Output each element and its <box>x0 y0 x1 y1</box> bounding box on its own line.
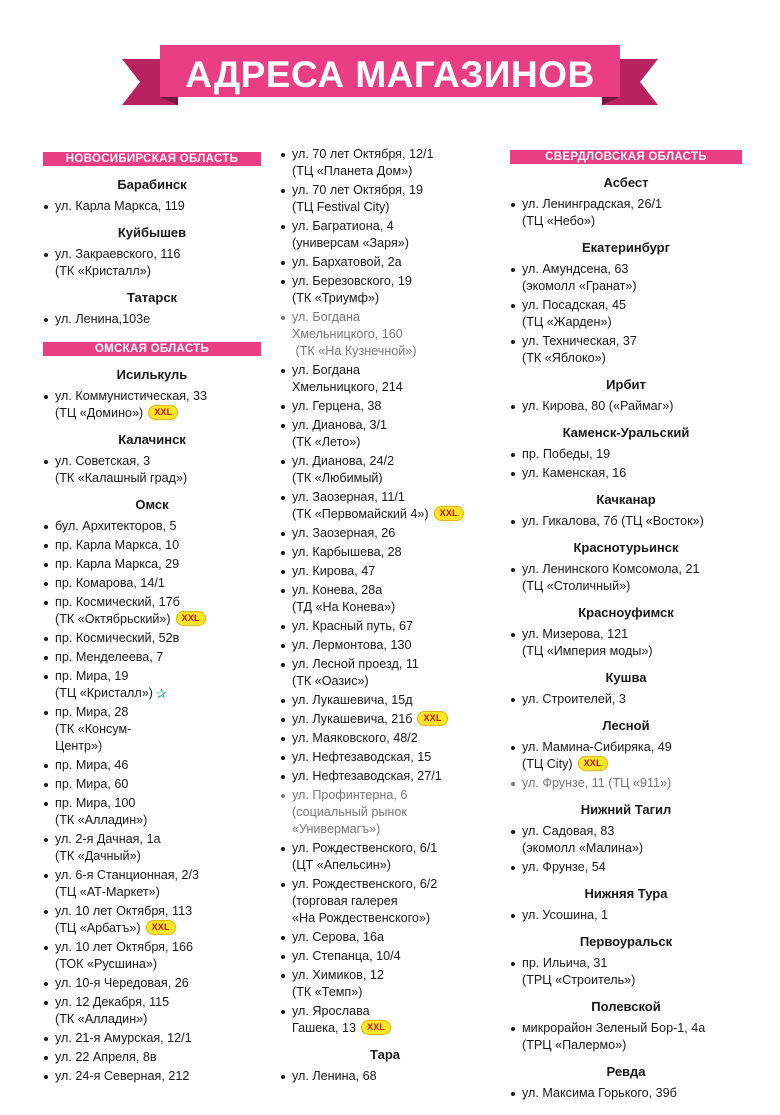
xxl-badge-icon: XXL <box>146 920 176 935</box>
address-item: ул. Рождественского, 6/2 (торговая галерея «На Рождественского») <box>280 876 490 927</box>
address-list <box>43 388 261 422</box>
address-list <box>280 1068 490 1085</box>
address-list <box>510 446 742 482</box>
city-heading: Тара <box>369 1047 401 1062</box>
address-item: ул. Советская, 3 (ТК «Калашный град») <box>43 453 261 487</box>
address-list <box>510 561 742 595</box>
address-item: пр. Космический, 17б (ТК «Октябрьский») XXL <box>43 594 261 628</box>
address-item: ул. Техническая, 37 (ТК «Яблоко») <box>510 333 742 367</box>
address-item: ул. 10 лет Октября, 113 (ТЦ «Арбатъ») XXL <box>43 903 261 937</box>
address-item: ул. Маяковского, 48/2 <box>280 730 490 747</box>
city-heading: Екатеринбург <box>581 240 671 255</box>
address-item: пр. Мира, 46 <box>43 757 261 774</box>
address-item: ул. Ленинского Комсомола, 21 (ТЦ «Столичный») <box>510 561 742 595</box>
column-middle <box>280 146 490 1087</box>
address-item: ул. Лукашевича, 15д <box>280 692 490 709</box>
city-heading: Нижняя Тура <box>584 886 668 901</box>
address-item: ул. Березовского, 19 (ТК «Триумф») <box>280 273 490 307</box>
address-list <box>510 739 742 792</box>
address-item: ул. Профинтерна, 6 (социальный рынок «Универмагъ») <box>280 787 490 838</box>
xxl-badge-icon: XXL <box>148 405 178 420</box>
star-icon: ✰ <box>155 686 167 702</box>
city-heading: Кушва <box>605 670 647 685</box>
address-item: ул. Дианова, 24/2 (ТК «Любимый) <box>280 453 490 487</box>
address-item: пр. Карла Маркса, 29 <box>43 556 261 573</box>
region-header: СВЕРДЛОВСКАЯ ОБЛАСТЬ <box>510 150 742 164</box>
address-item: пр. Мира, 60 <box>43 776 261 793</box>
address-item: ул. Фрунзе, 11 (ТЦ «911») <box>510 775 742 792</box>
address-item: ул. 6-я Станционная, 2/3 (ТЦ «АТ-Маркет») <box>43 867 261 901</box>
city-heading: Асбест <box>603 175 649 190</box>
address-item: ул. 10 лет Октября, 166 (ТОК «Русшина») <box>43 939 261 973</box>
address-item: ул. Посадская, 45 (ТЦ «Жарден») <box>510 297 742 331</box>
address-item: ул. Богдана Хмельницкого, 214 <box>280 362 490 396</box>
address-item: ул. Химиков, 12 (ТК «Темп») <box>280 967 490 1001</box>
address-item: ул. Строителей, 3 <box>510 691 742 708</box>
address-item: пр. Менделеева, 7 <box>43 649 261 666</box>
address-item: ул. Мизерова, 121 (ТЦ «Империя моды») <box>510 626 742 660</box>
address-item: ул. Степанца, 10/4 <box>280 948 490 965</box>
address-item: ул. Каменская, 16 <box>510 465 742 482</box>
city-heading: Краснотурьинск <box>573 540 679 555</box>
address-item: ул. Кирова, 80 («Раймаг») <box>510 398 742 415</box>
region-header: НОВОСИБИРСКАЯ ОБЛАСТЬ <box>43 152 261 166</box>
xxl-badge-icon: XXL <box>176 611 206 626</box>
title-banner <box>122 45 658 105</box>
address-item: ул. Максима Горького, 39б <box>510 1085 742 1102</box>
address-item: ул. Ярослава Гашека, 13 XXL <box>280 1003 490 1037</box>
column-right <box>510 150 742 1104</box>
address-list <box>510 1020 742 1054</box>
address-item: ул. Заозерная, 26 <box>280 525 490 542</box>
city-heading: Куйбышев <box>117 225 187 240</box>
xxl-badge-icon: XXL <box>417 711 447 726</box>
address-list <box>510 1085 742 1102</box>
address-list <box>510 955 742 989</box>
address-item: ул. 12 Декабря, 115 (ТК «Алладин») <box>43 994 261 1028</box>
address-list <box>510 398 742 415</box>
column-left <box>43 152 261 1087</box>
address-item: пр. Мира, 28 (ТК «Консум- Центр») <box>43 704 261 755</box>
address-item: ул. 10-я Чередовая, 26 <box>43 975 261 992</box>
city-heading: Ревда <box>606 1064 646 1079</box>
address-item: ул. Багратиона, 4 (универсам «Заря») <box>280 218 490 252</box>
address-item: пр. Мира, 100 (ТК «Алладин») <box>43 795 261 829</box>
address-item: ул. Фрунзе, 54 <box>510 859 742 876</box>
address-item: пр. Комарова, 14/1 <box>43 575 261 592</box>
address-item: ул. 22 Апреля, 8в <box>43 1049 261 1066</box>
city-heading: Первоуральск <box>579 934 673 949</box>
address-item: пр. Карла Маркса, 10 <box>43 537 261 554</box>
address-list <box>510 907 742 924</box>
address-item: ул. Усошина, 1 <box>510 907 742 924</box>
address-item: ул. Рождественского, 6/1 (ЦТ «Апельсин») <box>280 840 490 874</box>
city-heading: Калачинск <box>118 432 186 447</box>
address-list <box>280 146 490 1037</box>
address-item: ул. Заозерная, 11/1 (ТК «Первомайский 4») XXL <box>280 489 490 523</box>
address-item: пр. Победы, 19 <box>510 446 742 463</box>
address-item: ул. Богдана Хмельницкого, 160 (ТК «На Кузнечной») <box>280 309 490 360</box>
city-heading: Полевской <box>591 999 661 1014</box>
address-item: ул. Нефтезаводская, 15 <box>280 749 490 766</box>
xxl-badge-icon: XXL <box>361 1020 391 1035</box>
address-item: ул. Ленина, 68 <box>280 1068 490 1085</box>
address-item: ул. Мамина-Сибиряка, 49 (ТЦ City) XXL <box>510 739 742 773</box>
address-list <box>43 311 261 328</box>
address-item: ул. Дианова, 3/1 (ТК «Лето») <box>280 417 490 451</box>
address-list <box>510 196 742 230</box>
address-item: ул. Карбышева, 28 <box>280 544 490 561</box>
region-header: ОМСКАЯ ОБЛАСТЬ <box>43 342 261 356</box>
address-item: пр. Космический, 52в <box>43 630 261 647</box>
address-item: ул. Бархатовой, 2а <box>280 254 490 271</box>
city-heading: Омск <box>135 497 169 512</box>
address-list <box>43 246 261 280</box>
address-item: ул. Карла Маркса, 119 <box>43 198 261 215</box>
address-item: ул. Лесной проезд, 11 (ТК «Оазис») <box>280 656 490 690</box>
address-item: ул. Герцена, 38 <box>280 398 490 415</box>
address-item: ул. 70 лет Октября, 19 (ТЦ Festival City) <box>280 182 490 216</box>
address-list <box>43 518 261 1085</box>
address-item: ул. Коммунистическая, 33 (ТЦ «Домино») XXL <box>43 388 261 422</box>
city-heading: Барабинск <box>117 177 187 192</box>
address-item: ул. Ленинградская, 26/1 (ТЦ «Небо») <box>510 196 742 230</box>
address-item: ул. Садовая, 83 (экомолл «Малина») <box>510 823 742 857</box>
address-item: ул. Нефтезаводская, 27/1 <box>280 768 490 785</box>
xxl-badge-icon: XXL <box>578 756 608 771</box>
city-heading: Татарск <box>126 290 178 305</box>
address-item: пр. Ильича, 31 (ТРЦ «Строитель») <box>510 955 742 989</box>
city-heading: Каменск-Уральский <box>562 425 690 440</box>
address-item: ул. Лукашевича, 21б XXL <box>280 711 490 728</box>
address-item: ул. Кирова, 47 <box>280 563 490 580</box>
address-item: ул. Красный путь, 67 <box>280 618 490 635</box>
address-item: ул. 24-я Северная, 212 <box>43 1068 261 1085</box>
xxl-badge-icon: XXL <box>434 506 464 521</box>
page-title: АДРЕСА МАГАЗИНОВ <box>185 54 595 95</box>
city-heading: Красноуфимск <box>578 605 674 620</box>
address-list <box>43 453 261 487</box>
address-item: ул. 2-я Дачная, 1а (ТК «Дачный») <box>43 831 261 865</box>
address-list <box>510 626 742 660</box>
address-list <box>510 261 742 367</box>
address-item: бул. Архитекторов, 5 <box>43 518 261 535</box>
address-list <box>510 513 742 530</box>
address-item: ул. Ленина,103е <box>43 311 261 328</box>
address-item: ул. 21-я Амурская, 12/1 <box>43 1030 261 1047</box>
address-item: ул. Гикалова, 7б (ТЦ «Восток») <box>510 513 742 530</box>
address-list <box>510 691 742 708</box>
address-item: пр. Мира, 19 (ТЦ «Кристалл») ✰ <box>43 668 261 702</box>
address-item: ул. Лермонтова, 130 <box>280 637 490 654</box>
city-heading: Качканар <box>596 492 656 507</box>
address-list <box>43 198 261 215</box>
address-item: ул. Серова, 16а <box>280 929 490 946</box>
city-heading: Исилькуль <box>116 367 188 382</box>
city-heading: Нижний Тагил <box>580 802 672 817</box>
city-heading: Ирбит <box>606 377 646 392</box>
address-item: ул. Закраевского, 116 (ТК «Кристалл») <box>43 246 261 280</box>
city-heading: Лесной <box>602 718 650 733</box>
address-list <box>510 823 742 876</box>
address-item: ул. 70 лет Октября, 12/1 (ТЦ «Планета Дом») <box>280 146 490 180</box>
address-item: микрорайон Зеленый Бор-1, 4а (ТРЦ «Палермо») <box>510 1020 742 1054</box>
address-item: ул. Амундсена, 63 (экомолл «Гранат») <box>510 261 742 295</box>
address-item: ул. Конева, 28а (ТД «На Конева») <box>280 582 490 616</box>
